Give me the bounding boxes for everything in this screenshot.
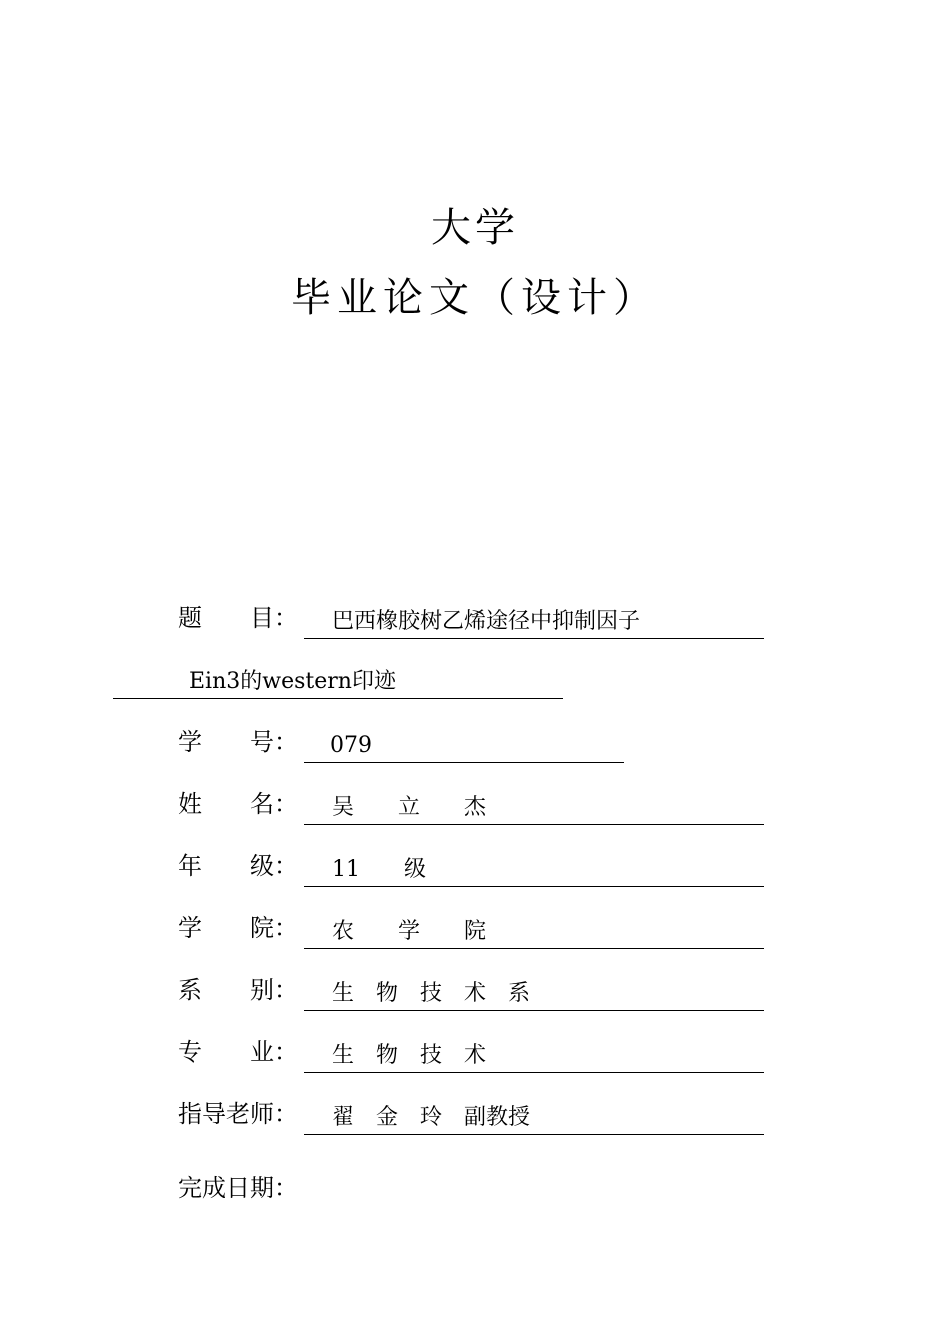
title-line-1	[304, 598, 764, 639]
field-major	[0, 1032, 950, 1072]
advisor-line	[304, 1094, 764, 1135]
field-title-continued	[0, 658, 950, 698]
field-student-id	[0, 722, 950, 762]
grade-value: 11 级	[332, 857, 426, 882]
field-title	[0, 598, 950, 638]
college-line	[304, 908, 764, 949]
department-label: 系 别：	[178, 976, 298, 1004]
student-id-line	[304, 722, 624, 763]
name-value: 吴 立 杰	[332, 795, 487, 820]
advisor-label: 指导老师：	[178, 1100, 298, 1128]
field-advisor	[0, 1094, 950, 1134]
title-label: 题 目：	[178, 604, 298, 632]
student-id-label: 学 号：	[178, 728, 298, 756]
major-line	[304, 1032, 764, 1073]
title-value-1: 巴西橡胶树乙烯途径中抑制因子	[332, 609, 641, 634]
major-value: 生 物 技 术	[332, 1043, 487, 1068]
college-value: 农 学 院	[332, 919, 487, 944]
field-college	[0, 908, 950, 948]
department-value: 生 物 技 术 系	[332, 981, 531, 1006]
field-completion-date	[0, 1168, 950, 1208]
grade-label: 年 级：	[178, 852, 298, 880]
name-line	[304, 784, 764, 825]
completion-date-label: 完成日期：	[178, 1174, 298, 1202]
title-line-2	[113, 658, 563, 699]
college-label: 学 院：	[178, 914, 298, 942]
university-name: 大学	[431, 205, 519, 251]
name-label: 姓 名：	[178, 790, 298, 818]
field-name	[0, 784, 950, 824]
title-value-2: Ein3的western印迹	[189, 669, 396, 694]
advisor-value: 翟 金 玲 副教授	[332, 1105, 531, 1130]
student-id-value: 079	[330, 733, 372, 758]
department-line	[304, 970, 764, 1011]
grade-line	[304, 846, 764, 887]
field-department	[0, 970, 950, 1010]
major-label: 专 业：	[178, 1038, 298, 1066]
field-grade	[0, 846, 950, 886]
document-type-title: 毕业论文（设计）	[291, 275, 659, 321]
